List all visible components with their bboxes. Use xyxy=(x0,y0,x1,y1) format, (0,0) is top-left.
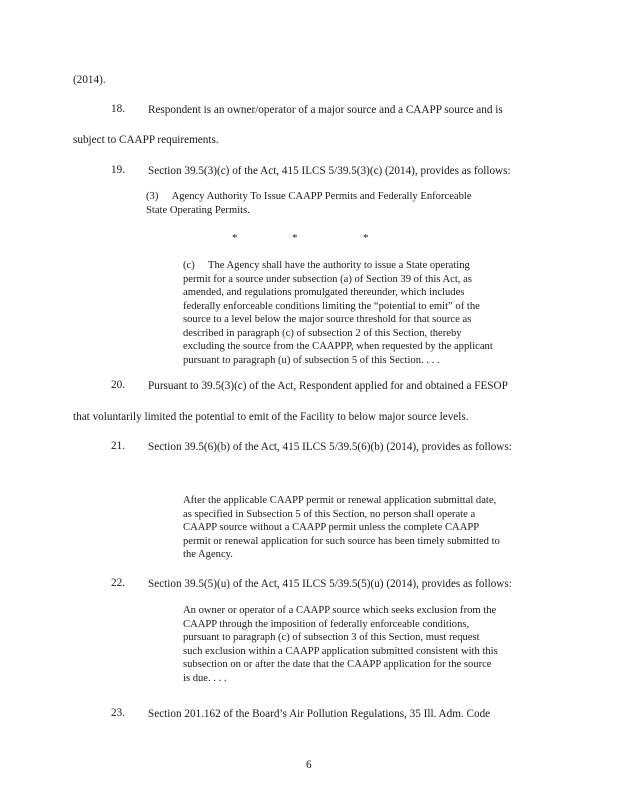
paragraph-text: Respondent is an owner/operator of a major source and a CAAPP source and is xyxy=(148,104,503,116)
paragraph-number: 20. xyxy=(111,379,125,391)
quote-line: CAAPP through the imposition of federally enforceable conditions, xyxy=(183,618,470,630)
quote-line: amended, and regulations promulgated thereunder, which includes xyxy=(183,287,465,298)
star: * xyxy=(363,232,369,244)
paragraph-text: Section 39.5(6)(b) of the Act, 415 ILCS 5/39.5(6)(b) (2014), provides as follows: xyxy=(148,441,512,453)
block-quote xyxy=(183,259,553,367)
quote-line: (c) The Agency shall have the authority to issue a State operating xyxy=(183,260,470,271)
continuation-text: (2014). xyxy=(73,74,106,86)
quote-line: permit for a source under subsection (a) of Section 39 of this Act, as xyxy=(183,273,472,285)
quote-line: is due. . . . xyxy=(183,672,227,684)
paragraph-text: that voluntarily limited the potential to emit of the Facility to below major source levels. xyxy=(73,411,469,423)
quote-line: After the applicable CAAPP permit or renewal application submittal date, xyxy=(183,495,497,506)
quote-line: pursuant to paragraph (u) of subsection 5 of this Section. . . . xyxy=(183,354,440,366)
quote-line: CAAPP source without a CAAPP permit unless the complete CAAPP xyxy=(183,522,480,533)
paragraph-number: 23. xyxy=(111,707,125,719)
paragraph-text: subject to CAAPP requirements. xyxy=(73,134,219,146)
quote-line: An owner or operator of a CAAPP source which seeks exclusion from the xyxy=(183,605,497,616)
star: * xyxy=(292,232,298,244)
paragraph-number: 22. xyxy=(111,577,125,589)
quote-line: such exclusion within a CAAPP application submitted consistent with this xyxy=(183,645,498,657)
quote-line: the Agency. xyxy=(183,549,233,560)
paragraph-number: 21. xyxy=(111,440,125,452)
paragraph-text: Section 201.162 of the Board’s Air Pollution Regulations, 35 Ill. Adm. Code xyxy=(148,708,491,720)
quote-line: subsection on or after the date that the CAAPP application for the source xyxy=(183,659,492,670)
quote-line: permit or renewal application for such source has been timely submitted to xyxy=(183,535,500,547)
quote-line: federally enforceable conditions limiting the “potential to emit” of the xyxy=(183,300,480,312)
quote-line: pursuant to paragraph (c) of subsection 3 of this Section, must request xyxy=(183,632,480,643)
quote-line: described in paragraph (c) of subsection 2 of this Section, thereby xyxy=(183,327,462,339)
paragraph-number: 18. xyxy=(111,103,125,115)
page-number: 6 xyxy=(306,759,312,771)
quote-line: (3) Agency Authority To Issue CAAPP Permits and Federally Enforceable xyxy=(146,191,472,202)
quote-line: as specified in Subsection 5 of this Section, no person shall operate a xyxy=(183,508,476,520)
quote-line: source to a level below the major source threshold for that source as xyxy=(183,314,472,325)
paragraph-number: 19. xyxy=(111,164,125,176)
quote-heading xyxy=(146,190,536,217)
star: * xyxy=(232,232,238,244)
quote-line: State Operating Permits. xyxy=(146,204,250,216)
quote-line: excluding the source from the CAAPPP, when requested by the applicant xyxy=(183,341,493,352)
paragraph-text: Section 39.5(5)(u) of the Act, 415 ILCS 5/39.5(5)(u) (2014), provides as follows: xyxy=(148,578,512,590)
paragraph-text: Section 39.5(3)(c) of the Act, 415 ILCS 5/39.5(3)(c) (2014), provides as follows: xyxy=(148,165,511,177)
block-quote xyxy=(183,494,553,562)
block-quote xyxy=(183,604,553,685)
paragraph-text: Pursuant to 39.5(3)(c) of the Act, Respondent applied for and obtained a FESOP xyxy=(148,380,508,392)
